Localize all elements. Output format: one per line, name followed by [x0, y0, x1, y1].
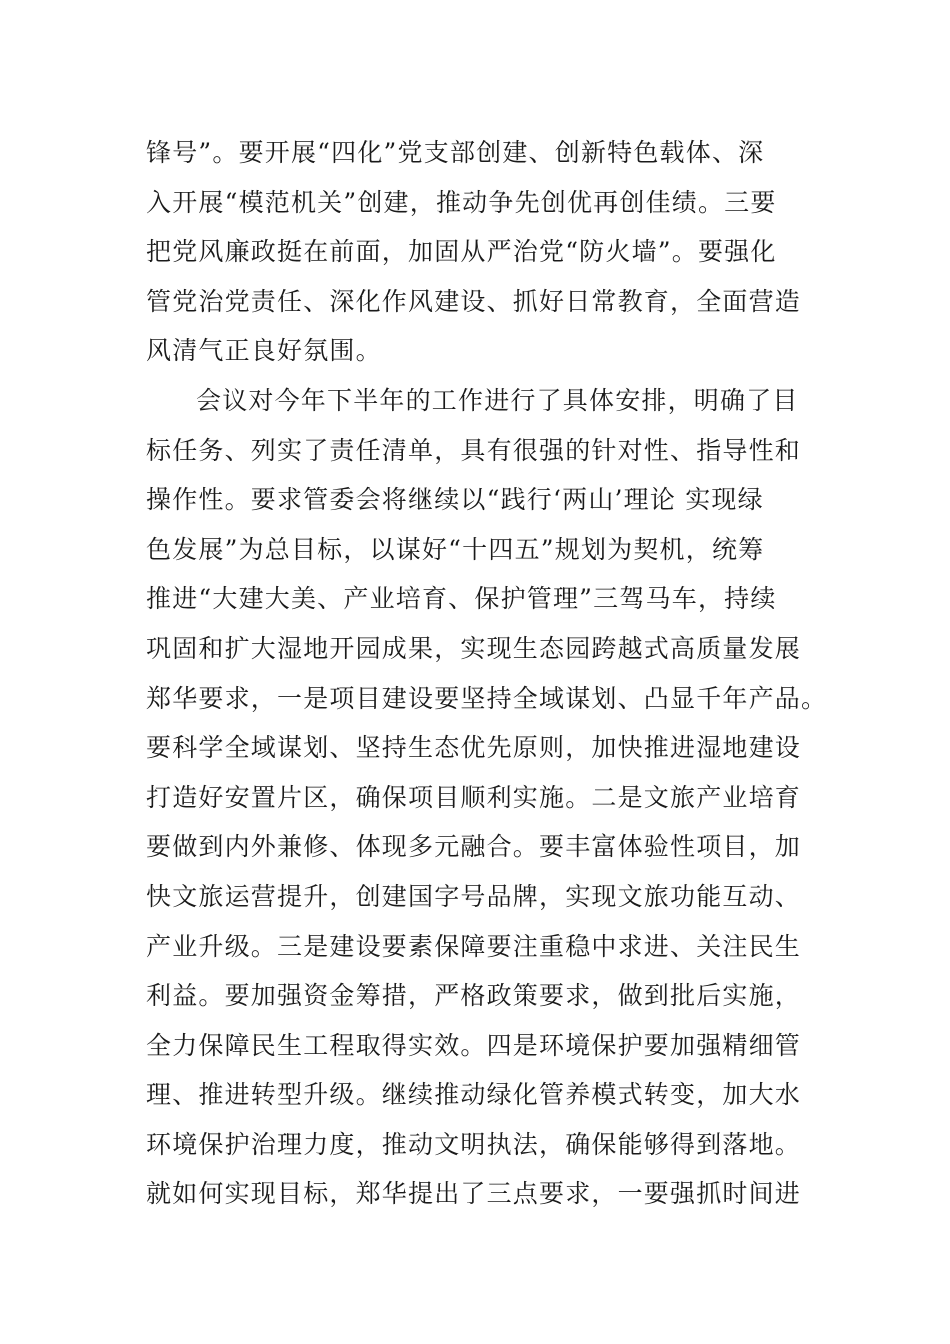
- text-line: 要做到内外兼修、体现多元融合。要丰富体验性项目，加: [146, 832, 802, 862]
- text-line: 全力保障民生工程取得实效。四是环境保护要加强精细管: [146, 1030, 802, 1060]
- text-line: 把党风廉政挺在前面，加固从严治党“防火墙”。要强化: [146, 237, 777, 267]
- text-line: 标任务、列实了责任清单，具有很强的针对性、指导性和: [146, 435, 802, 465]
- text-line: 环境保护治理力度，推动文明执法，确保能够得到落地。: [146, 1129, 802, 1159]
- text-line: 理、推进转型升级。继续推动绿化管养模式转变，加大水: [146, 1080, 802, 1110]
- text-line: 管党治党责任、深化作风建设、抓好日常教育，全面营造: [146, 286, 802, 316]
- text-line: 锋号”。要开展“四化”党支部创建、创新特色载体、深: [146, 138, 765, 167]
- text-line: 快文旅运营提升，创建国字号品牌，实现文旅功能互动、: [146, 881, 802, 911]
- text-line: 就如何实现目标，郑华提出了三点要求，一要强抓时间进: [146, 1179, 802, 1209]
- text-line: 操作性。要求管委会将继续以“践行‘两山’理论 实现绿: [146, 485, 764, 515]
- text-line: 打造好安置片区，确保项目顺利实施。二是文旅产业培育: [146, 782, 802, 812]
- text-line: 色发展”为总目标，以谋好“十四五”规划为契机，统筹: [146, 534, 765, 564]
- text-line: 利益。要加强资金筹措，严格政策要求，做到批后实施，: [146, 981, 802, 1011]
- text-line: 产业升级。三是建设要素保障要注重稳中求进、关注民生: [146, 931, 802, 961]
- text-line: 推进“大建大美、产业培育、保护管理”三驾马车，持续: [146, 584, 777, 614]
- text-line: 要科学全域谋划、坚持生态优先原则，加快推进湿地建设: [146, 733, 802, 763]
- document-body: [146, 128, 826, 1219]
- paragraph-first-line: 会议对今年下半年的工作进行了具体安排，明确了目: [196, 385, 799, 415]
- text-line: 郑华要求，一是项目建设要坚持全域谋划、凸显千年产品。: [146, 683, 828, 713]
- text-line: 风清气正良好氛围。: [146, 336, 382, 366]
- text-line: 入开展“模范机关”创建，推动争先创优再创佳绩。三要: [146, 187, 777, 217]
- text-line: 巩固和扩大湿地开园成果，实现生态园跨越式高质量发展: [146, 633, 802, 663]
